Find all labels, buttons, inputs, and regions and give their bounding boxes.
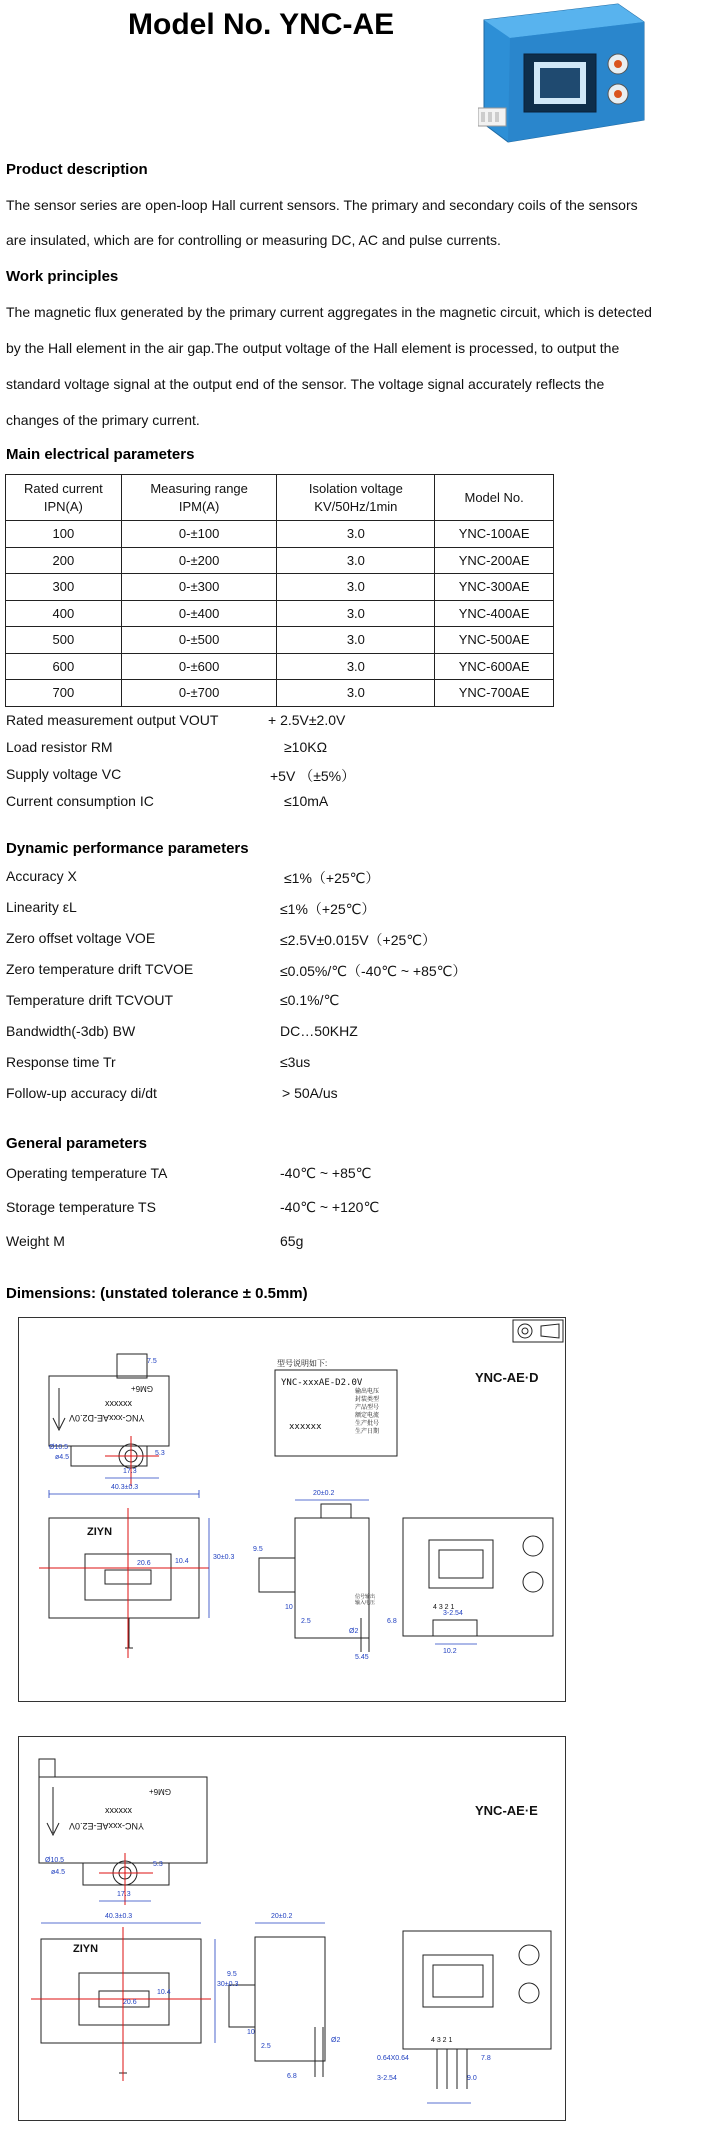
dim-value: 3-2.54 [443,1610,463,1617]
main-electrical-heading: Main electrical parameters [6,446,195,463]
work-principles-line: standard voltage signal at the output end of the sensor. The voltage signal accurately reflects the [6,376,605,392]
table-row [6,574,554,601]
table-row [6,521,554,548]
param-value: ≤3us [280,1054,311,1070]
isolation-voltage-cell: 3.0 [277,680,435,707]
dim-value: 30±0.3 [217,1981,239,1988]
param-value: ≤10mA [284,793,329,809]
param-value: DC…50KHZ [280,1023,358,1039]
param-label: Load resistor RM [6,739,113,755]
dim-value: 20.6 [137,1560,151,1567]
column-header: Isolation voltage KV/50Hz/1min [277,475,435,521]
param-value: ≤1%（+25℃） [280,901,376,917]
dim-value: Ø2 [349,1628,359,1635]
dim-value: 17.3 [117,1891,131,1898]
dim-value: 6.8 [387,1618,397,1625]
param-label: Temperature drift TCVOUT [6,992,174,1008]
drawing-e-model-label: YNC-AE·E [475,1803,538,1818]
param-label: Bandwidth(-3db) BW [6,1023,136,1039]
param-value: + 2.5V±2.0V [268,712,346,728]
dim-value: 10.4 [157,1989,171,1996]
product-photo [478,2,646,146]
drawing-d-code-title: 型号说明如下: [277,1359,328,1368]
drawing-e-brand: ZIYN [73,1943,99,1955]
dim-value: 6.8 [287,2073,297,2080]
dim-value: Ø2 [331,2037,341,2044]
dim-value: 40.3±0.3 [111,1484,139,1491]
drawing-e-svg [19,1737,565,2120]
rated-current-cell: 100 [6,521,122,548]
dim-value: 2.5 [301,1618,311,1625]
param-label: Zero temperature drift TCVOE [6,961,194,977]
rated-current-cell: 600 [6,653,122,680]
table-row [6,680,554,707]
model-no-cell: YNC-700AE [435,680,554,707]
column-header: Measuring range IPM(A) [121,475,277,521]
table-row [6,627,554,654]
drawing-d-code: YNC-xxxAE-D2.0V [281,1378,363,1388]
dimension-drawing-d [18,1317,566,1702]
dim-value: 3-2.54 [377,2075,397,2082]
dim-value: 5.3 [155,1450,165,1457]
dim-value: 20±0.2 [271,1913,293,1920]
dim-value: 20.6 [123,1999,137,2006]
dimensions-heading: Dimensions: (unstated tolerance ± 0.5mm) [6,1285,308,1302]
table-row [6,547,554,574]
isolation-voltage-cell: 3.0 [277,521,435,548]
param-value: > 50A/us [282,1085,338,1101]
measuring-range-cell: 0-±200 [121,547,277,574]
drawing-e-label-gm: GM6+ [149,1787,172,1796]
dim-value: 9.0 [467,2075,477,2082]
measuring-range-cell: 0-±600 [121,653,277,680]
param-label: Follow-up accuracy di/dt [6,1085,157,1101]
rated-current-cell: 300 [6,574,122,601]
dim-value: 0.64X0.64 [377,2055,409,2062]
param-value: -40℃ ~ +85℃ [280,1165,372,1181]
dimension-drawing-e [18,1736,566,2121]
param-label: Storage temperature TS [6,1199,156,1215]
isolation-voltage-cell: 3.0 [277,547,435,574]
measuring-range-cell: 0-±700 [121,680,277,707]
dim-value: 2.5 [261,2043,271,2050]
work-principles-line: The magnetic flux generated by the primary current aggregates in the magnetic circuit, which is detected [6,304,652,320]
drawing-d-label-x: xxxxxx [105,1398,132,1408]
rated-current-cell: 200 [6,547,122,574]
param-label: Accuracy X [6,868,77,884]
dim-value: Ø10.5 [45,1857,65,1864]
model-no-cell: YNC-400AE [435,600,554,627]
dim-value: 10 [247,2029,255,2036]
measuring-range-cell: 0-±400 [121,600,277,627]
model-no-cell: YNC-600AE [435,653,554,680]
general-heading: General parameters [6,1135,147,1152]
model-no-cell: YNC-200AE [435,547,554,574]
param-label: Response time Tr [6,1054,116,1070]
product-description-heading: Product description [6,161,148,178]
column-header: Model No. [435,475,554,521]
page-title: Model No. YNC-AE [128,8,395,41]
param-value: ≤1%（+25℃） [284,870,380,886]
rated-current-cell: 400 [6,600,122,627]
table-row [6,600,554,627]
dim-value: ø4.5 [55,1454,70,1461]
dim-value: Ø10.5 [49,1444,69,1451]
param-value: 65g [280,1233,304,1249]
param-label: Weight M [6,1233,65,1249]
dim-value: 5.45 [355,1654,369,1661]
table-row [6,653,554,680]
param-label: Supply voltage VC [6,766,122,782]
dim-value: 7.5 [147,1358,157,1365]
work-principles-line: changes of the primary current. [6,412,200,428]
dynamic-heading: Dynamic performance parameters [6,840,249,857]
drawing-d-legend: 输出电压 封装类型 产品型号 额定电流 生产批号 生产日期 [355,1389,380,1435]
product-description-line: The sensor series are open-loop Hall current sensors. The primary and secondary coils of the sensors [6,197,638,213]
param-value: -40℃ ~ +120℃ [280,1199,380,1215]
dim-value: 10 [285,1604,293,1611]
dim-value: 30±0.3 [213,1554,235,1561]
rated-current-cell: 500 [6,627,122,654]
param-label: Current consumption IC [6,793,154,809]
product-description-line: are insulated, which are for controlling or measuring DC, AC and pulse currents. [6,232,501,248]
dim-value: 9.5 [227,1971,237,1978]
model-no-cell: YNC-100AE [435,521,554,548]
drawing-e-pins: 4 3 2 1 [431,2037,453,2044]
dim-value: 17.3 [123,1468,137,1475]
drawing-e-label-x: xxxxxx [105,1805,132,1815]
dim-value: 10.4 [175,1558,189,1565]
isolation-voltage-cell: 3.0 [277,600,435,627]
work-principles-line: by the Hall element in the air gap.The output voltage of the Hall element is processed, to output the [6,340,620,356]
param-label: Operating temperature TA [6,1165,168,1181]
dim-value: 40.3±0.3 [105,1913,133,1920]
drawing-d-pins: 4 3 2 1 [433,1604,455,1611]
dim-value: 9.5 [253,1546,263,1553]
model-no-cell: YNC-300AE [435,574,554,601]
measuring-range-cell: 0-±300 [121,574,277,601]
drawing-e-label-mirror: YNC-xxxAE-E2.0V [69,1821,145,1831]
column-header: Rated current IPN(A) [6,475,122,521]
dim-value: 7.8 [481,2055,491,2062]
drawing-d-code-digits: xxxxxx [289,1422,322,1432]
model-no-cell: YNC-500AE [435,627,554,654]
param-label: Rated measurement output VOUT [6,712,219,728]
isolation-voltage-cell: 3.0 [277,574,435,601]
isolation-voltage-cell: 3.0 [277,653,435,680]
drawing-d-label-gm: GM6+ [131,1384,154,1393]
dim-value: ø4.5 [51,1869,66,1876]
measuring-range-cell: 0-±500 [121,627,277,654]
measuring-range-cell: 0-±100 [121,521,277,548]
param-value: ≤0.05%/℃（-40℃ ~ +85℃） [280,963,467,979]
param-value: +5V （±5%） [270,768,356,784]
drawing-d-label-mirror: YNC-xxxAE-D2.0V [69,1413,145,1423]
rated-current-cell: 700 [6,680,122,707]
dim-value: 20±0.2 [313,1490,335,1497]
dim-value: 5.3 [153,1861,163,1868]
table-header-row [6,475,554,521]
drawing-d-model-label: YNC-AE·D [475,1370,539,1385]
param-label: Zero offset voltage VOE [6,930,156,946]
work-principles-heading: Work principles [6,268,119,285]
param-value: ≥10KΩ [284,739,328,755]
param-value: ≤0.1%/℃ [280,992,340,1008]
param-label: Linearity εL [6,899,77,915]
electrical-parameters-table [5,474,554,707]
drawing-d-brand: ZIYN [87,1526,113,1538]
isolation-voltage-cell: 3.0 [277,627,435,654]
dim-value: 10.2 [443,1648,457,1655]
drawing-d-pin-labels: 信号输出 输入电压 [355,1594,376,1606]
param-value: ≤2.5V±0.015V（+25℃） [280,932,437,948]
